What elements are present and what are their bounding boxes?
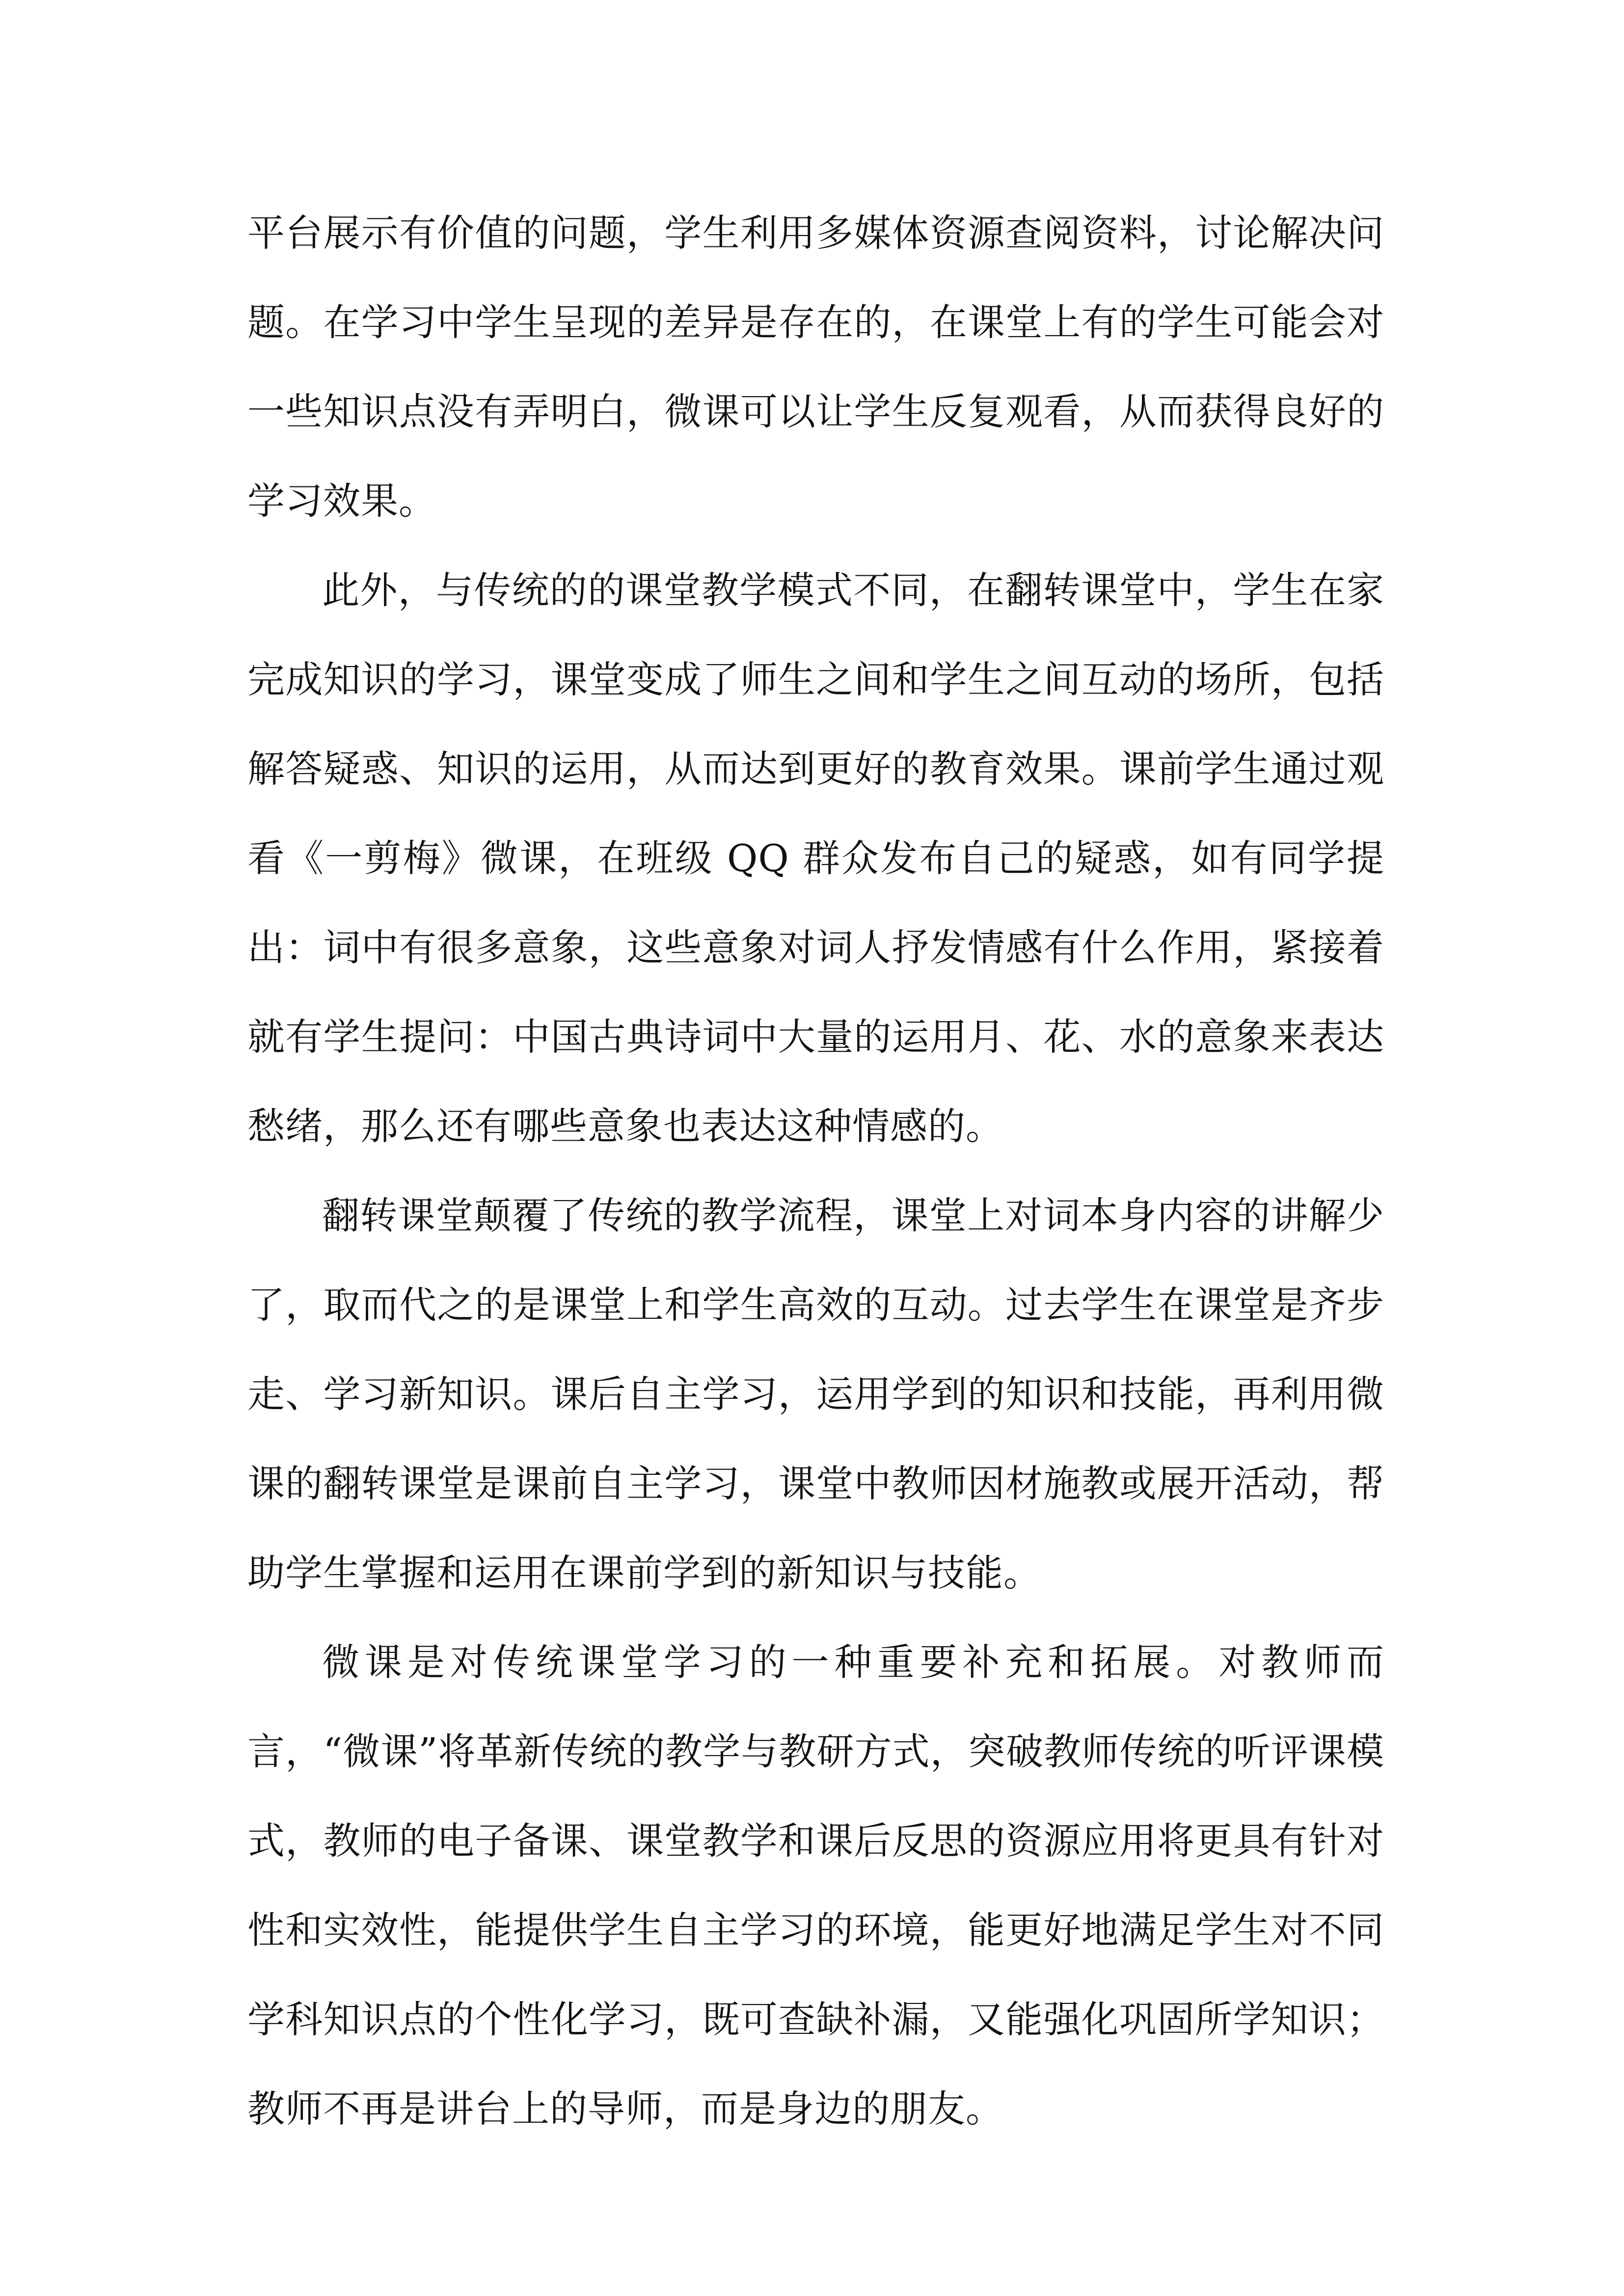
paragraph-3: 翻转课堂颠覆了传统的教学流程，课堂上对词本身内容的讲解少了，取而代之的是课堂上和学生高效的互动。过去学生在课堂是齐步走、学习新知识。课后自主学习，运用学到的知识和技能，再利用微课的翻转课堂是课前自主学习，课堂中教师因材施教或展开活动，帮助学生掌握和运用在课前学到的新知识与技能。 — [247, 1194, 1384, 1595]
paragraph-4: 微课是对传统课堂学习的一种重要补充和拓展。对教师而言，“微课”将革新传统的教学与教研方式，突破教师传统的听评课模式，教师的电子备课、课堂教学和课后反思的资源应用将更具有针对性和实效性，能提供学生自主学习的环境，能更好地满足学生对不同学科知识点的个性化学习，既可查缺补漏，又能强化巩固所学知识；教师不再是讲台上的导师，而是身边的朋友。 — [247, 1640, 1384, 2131]
paragraph-2: 此外，与传统的的课堂教学模式不同，在翻转课堂中，学生在家完成知识的学习，课堂变成了师生之间和学生之间互动的场所，包括解答疑惑、知识的运用，从而达到更好的教育效果。课前学生通过观看《一剪梅》微课，在班级 QQ 群众发布自己的疑惑，如有同学提出：词中有很多意象，这些意象对词人抒发情感有什么作用，紧接着就有学生提问：中国古典诗词中大量的运用月、花、水的意象来表达愁绪，那么还有哪些意象也表达这种情感的。 — [247, 568, 1384, 1148]
document-body — [247, 188, 1384, 2154]
paragraph-1: 平台展示有价值的问题，学生利用多媒体资源查阅资料，讨论解决问题。在学习中学生呈现的差异是存在的，在课堂上有的学生可能会对一些知识点没有弄明白，微课可以让学生反复观看，从而获得良好的学习效果。 — [247, 211, 1384, 523]
